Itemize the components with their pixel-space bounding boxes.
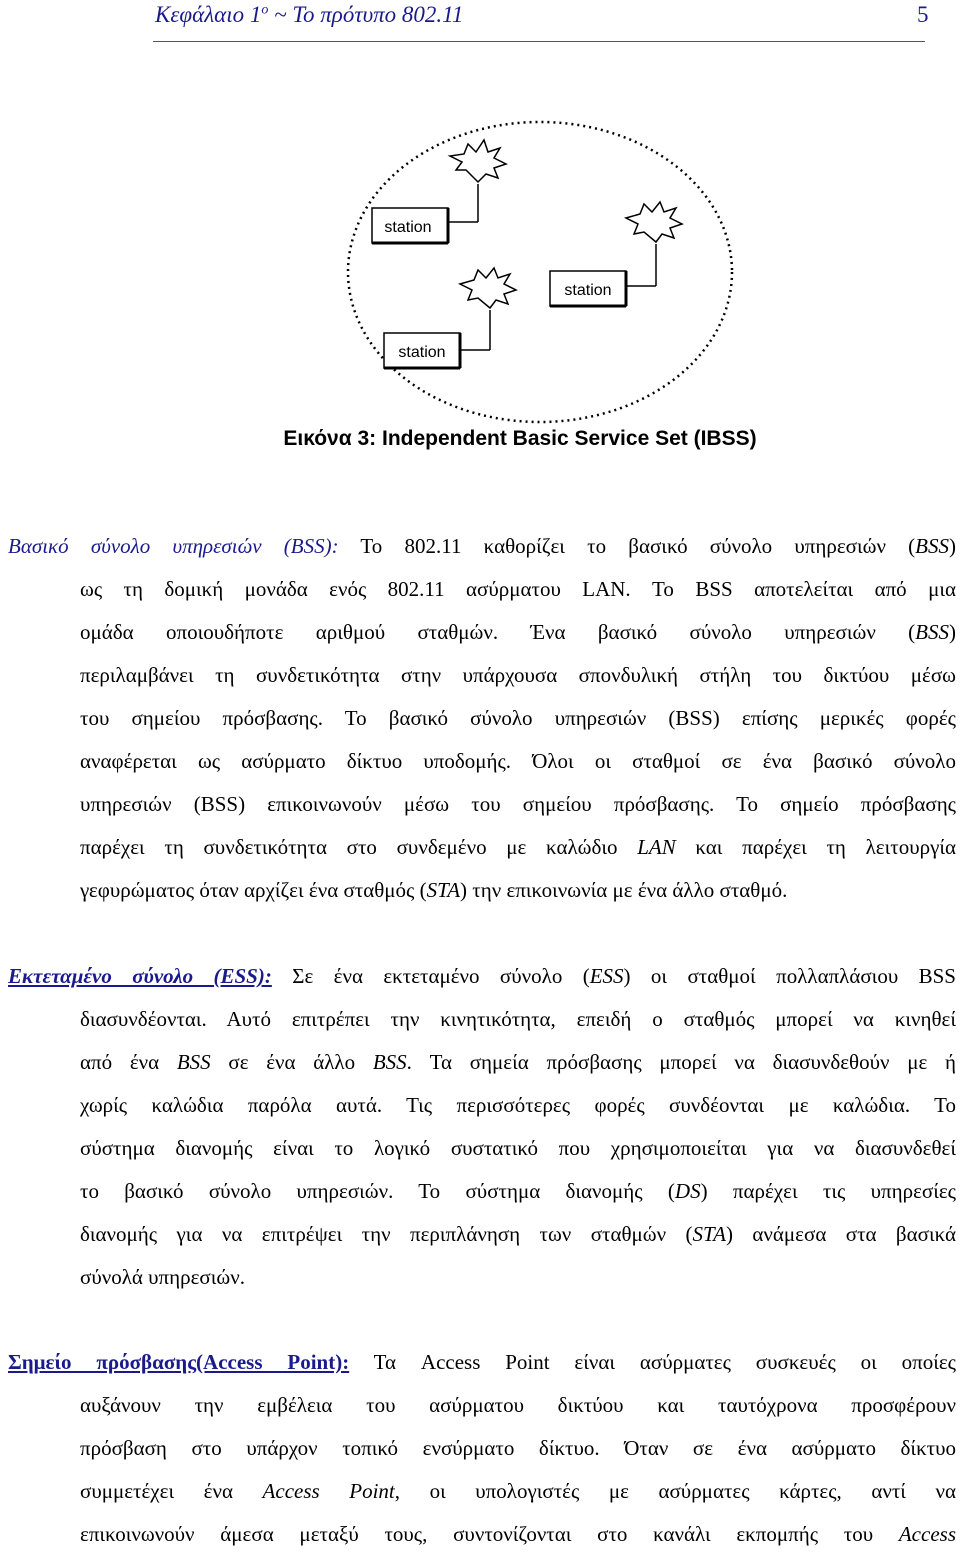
text-line: περιλαμβάνει τη συνδετικότητα στην υπάρχουσα σπονδυλική στήλη του δικτύου μέσω [80, 663, 956, 687]
text-line: διανομής για να επιτρέψει την περιπλάνηση των σταθμών (STA) ανάμεσα στα βασικά [80, 1222, 956, 1246]
text-line: σύνολά υπηρεσιών. [80, 1265, 245, 1289]
ess-term: Εκτεταμένο σύνολο (ESS): [8, 964, 272, 988]
antenna-burst-icon [460, 268, 516, 308]
ibss-figure [330, 118, 750, 428]
text-line: του σημείου πρόσβασης. Το βασικό σύνολο υπηρεσιών (BSS) επίσης μερικές φορές [80, 706, 956, 730]
text-line: συμμετέχει ένα Access Point, οι υπολογιστές με ασύρματες κάρτες, αντί να [80, 1479, 956, 1503]
text-line: πρόσβαση στο υπάρχον τοπικό ενσύρματο δίκτυο. Όταν σε ένα ασύρματο δίκτυο [80, 1436, 956, 1460]
chapter-title: Κεφάλαιο $1^o$ ~ Το πρότυπο 802.11 [155, 2, 464, 27]
station-label: station [564, 282, 612, 299]
text-line: χωρίς καλώδια παρόλα αυτά. Τις περισσότερες φορές συνδέονται με καλώδια. Το [80, 1093, 956, 1117]
header-rule [153, 41, 925, 42]
station-label: station [398, 344, 446, 361]
text-line: υπηρεσιών (BSS) επικοινωνούν μέσω του σημείου πρόσβασης. Το σημείο πρόσβασης [80, 792, 956, 816]
station-3 [384, 268, 516, 368]
access-point-paragraph [8, 1341, 956, 1556]
text-line: από ένα BSS σε ένα άλλο BSS. Τα σημεία πρόσβασης μπορεί να διασυνδεθούν με ή [80, 1050, 956, 1074]
ibss-diagram [330, 118, 750, 428]
text-line: αναφέρεται ως ασύρματο δίκτυο υποδομής. Όλοι οι σταθμοί σε ένα βασικό σύνολο [80, 749, 956, 773]
station-label: station [384, 219, 432, 236]
text-line: Βασικό σύνολο υπηρεσιών (BSS): Το 802.11 καθορίζει το βασικό σύνολο υπηρεσιών (BSS) [8, 534, 956, 558]
station-1 [372, 140, 506, 243]
page-header [0, 0, 960, 44]
text-line: διασυνδέονται. Αυτό επιτρέπει την κινητικότητα, επειδή ο σταθμός μπορεί να κινηθεί [80, 1007, 956, 1031]
text-line: γεφυρώματος όταν αρχίζει ένα σταθμός (STA) την επικοινωνία με ένα άλλο σταθμό. [80, 878, 788, 902]
station-2 [550, 202, 682, 306]
text-line: παρέχει τη συνδετικότητα στο συνδεμένο με καλώδιο LAN και παρέχει τη λειτουργία [80, 835, 956, 859]
ess-paragraph [8, 955, 956, 1299]
bss-term: Βασικό σύνολο υπηρεσιών (BSS): [8, 534, 339, 558]
figure-caption: Εικόνα 3: Independent Basic Service Set (IBSS) [283, 427, 757, 450]
page-number: 5 [917, 2, 929, 27]
text-line: σύστημα διανομής είναι το λογικό συστατικό που χρησιμοποιείται για να διασυνδεθεί [80, 1136, 956, 1160]
text-line: αυξάνουν την εμβέλεια του ασύρματου δικτύου και ταυτόχρονα προσφέρουν [80, 1393, 956, 1417]
text-line: το βασικό σύνολο υπηρεσιών. Το σύστημα διανομής (DS) παρέχει τις υπηρεσίες [80, 1179, 956, 1203]
text-line: ως τη δομική μονάδα ενός 802.11 ασύρματου LAN. Το BSS αποτελείται από μια [80, 577, 956, 601]
text-line: Σημείο πρόσβασης(Access Point): Τα Access Point είναι ασύρματες συσκευές οι οποίες [8, 1350, 956, 1374]
text-line: Εκτεταμένο σύνολο (ESS): Σε ένα εκτεταμένο σύνολο (ESS) οι σταθμοί πολλαπλάσιου BSS [8, 964, 956, 988]
access-point-term: Σημείο πρόσβασης(Access Point): [8, 1350, 350, 1374]
bss-paragraph [8, 525, 956, 912]
text-line: ομάδα οποιουδήποτε αριθμού σταθμών. Ένα βασικό σύνολο υπηρεσιών (BSS) [80, 620, 956, 644]
text-line: επικοινωνούν άμεσα μεταξύ τους, συντονίζονται στο κανάλι εκπομπής του Access [80, 1522, 956, 1546]
bss-boundary [348, 122, 732, 422]
antenna-burst-icon [626, 202, 682, 242]
antenna-burst-icon [450, 140, 506, 182]
